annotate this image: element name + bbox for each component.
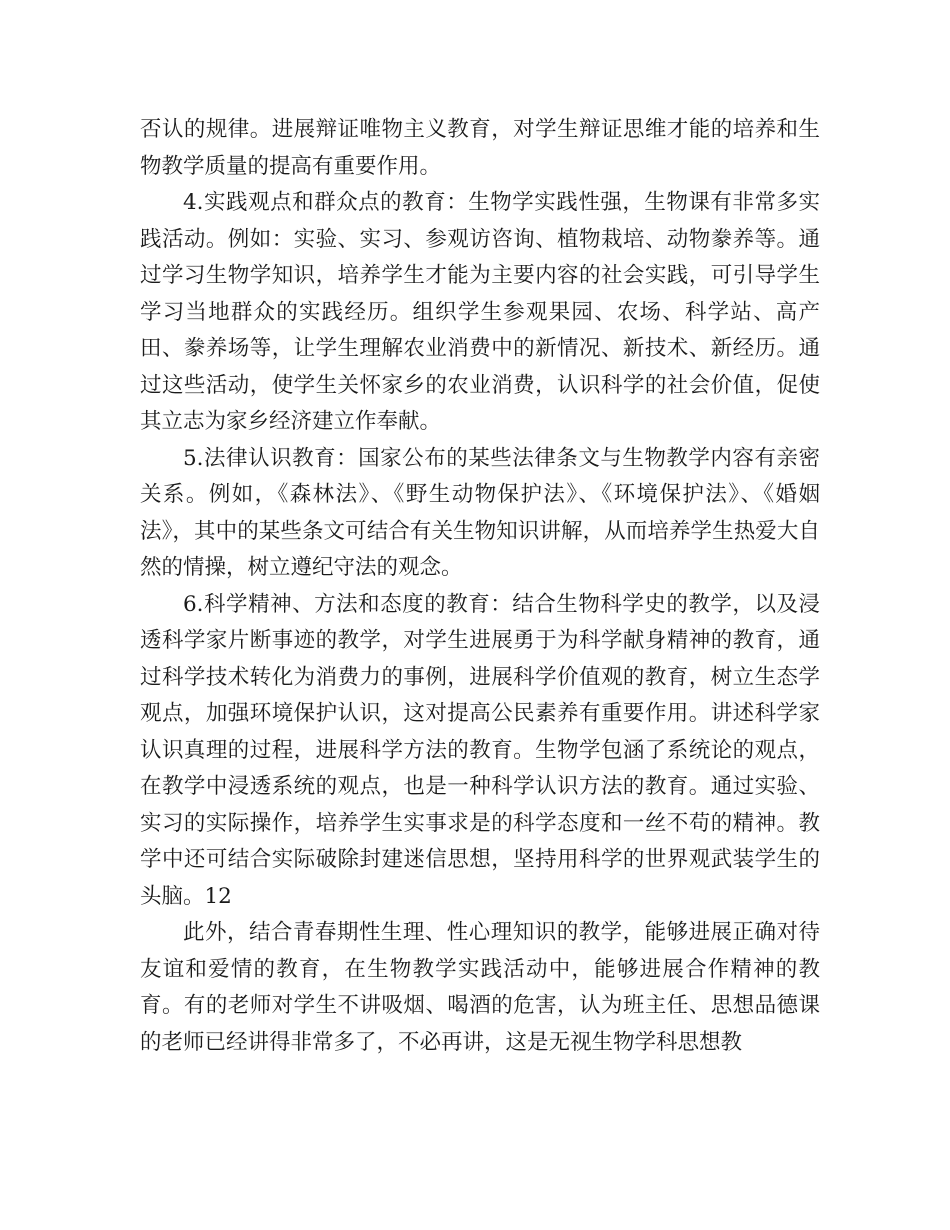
paragraph-5: 此外，结合青春期性生理、性心理知识的教学，能够进展正确对待友谊和爱情的教育，在生物教学实践活动中，能够进展合作精神的教育。有的老师对学生不讲吸烟、喝酒的危害，认为班主任、思想品德课的老师已经讲得非常多了，不必再讲，这是无视生物学科思想教 xyxy=(140,920,820,1055)
paragraph-3: 5.法律认识教育：国家公布的某些法律条文与生物教学内容有亲密关系。例如，《森林法》、《野生动物保护法》、《环境保护法》、《婚姻法》，其中的某些条文可结合有关生物知识讲解，从而培养学生热爱大自然的情操，树立遵纪守法的观念。 xyxy=(140,445,820,580)
paragraph-4: 6.科学精神、方法和态度的教育：结合生物科学史的教学，以及浸透科学家片断事迹的教学，对学生进展勇于为科学献身精神的教育，通过科学技术转化为消费力的事例，进展科学价值观的教育，树立生态学观点，加强环境保护认识，这对提高公民素养有重要作用。讲述科学家认识真理的过程，进展科学方法的教育。生物学包涵了系统论的观点，在教学中浸透系统的观点，也是一种科学认识方法的教育。通过实验、实习的实际操作，培养学生实事求是的科学态度和一丝不苟的精神。教学中还可结合实际破除封建迷信思想，坚持用科学的世界观武装学生的头脑。12 xyxy=(140,591,820,909)
paragraph-1: 否认的规律。进展辩证唯物主义教育，对学生辩证思维才能的培养和生物教学质量的提高有重要作用。 xyxy=(140,117,820,179)
paragraph-2: 4.实践观点和群众点的教育：生物学实践性强，生物课有非常多实践活动。例如：实验、实习、参观访咨询、植物栽培、动物豢养等。通过学习生物学知识，培养学生才能为主要内容的社会实践，可引导学生学习当地群众的实践经历。组织学生参观果园、农场、科学站、高产田、豢养场等，让学生理解农业消费中的新情况、新技术、新经历。通过这些活动，使学生关怀家乡的农业消费，认识科学的社会价值，促使其立志为家乡经济建立作奉献。 xyxy=(140,190,820,434)
document-body xyxy=(140,112,820,1061)
